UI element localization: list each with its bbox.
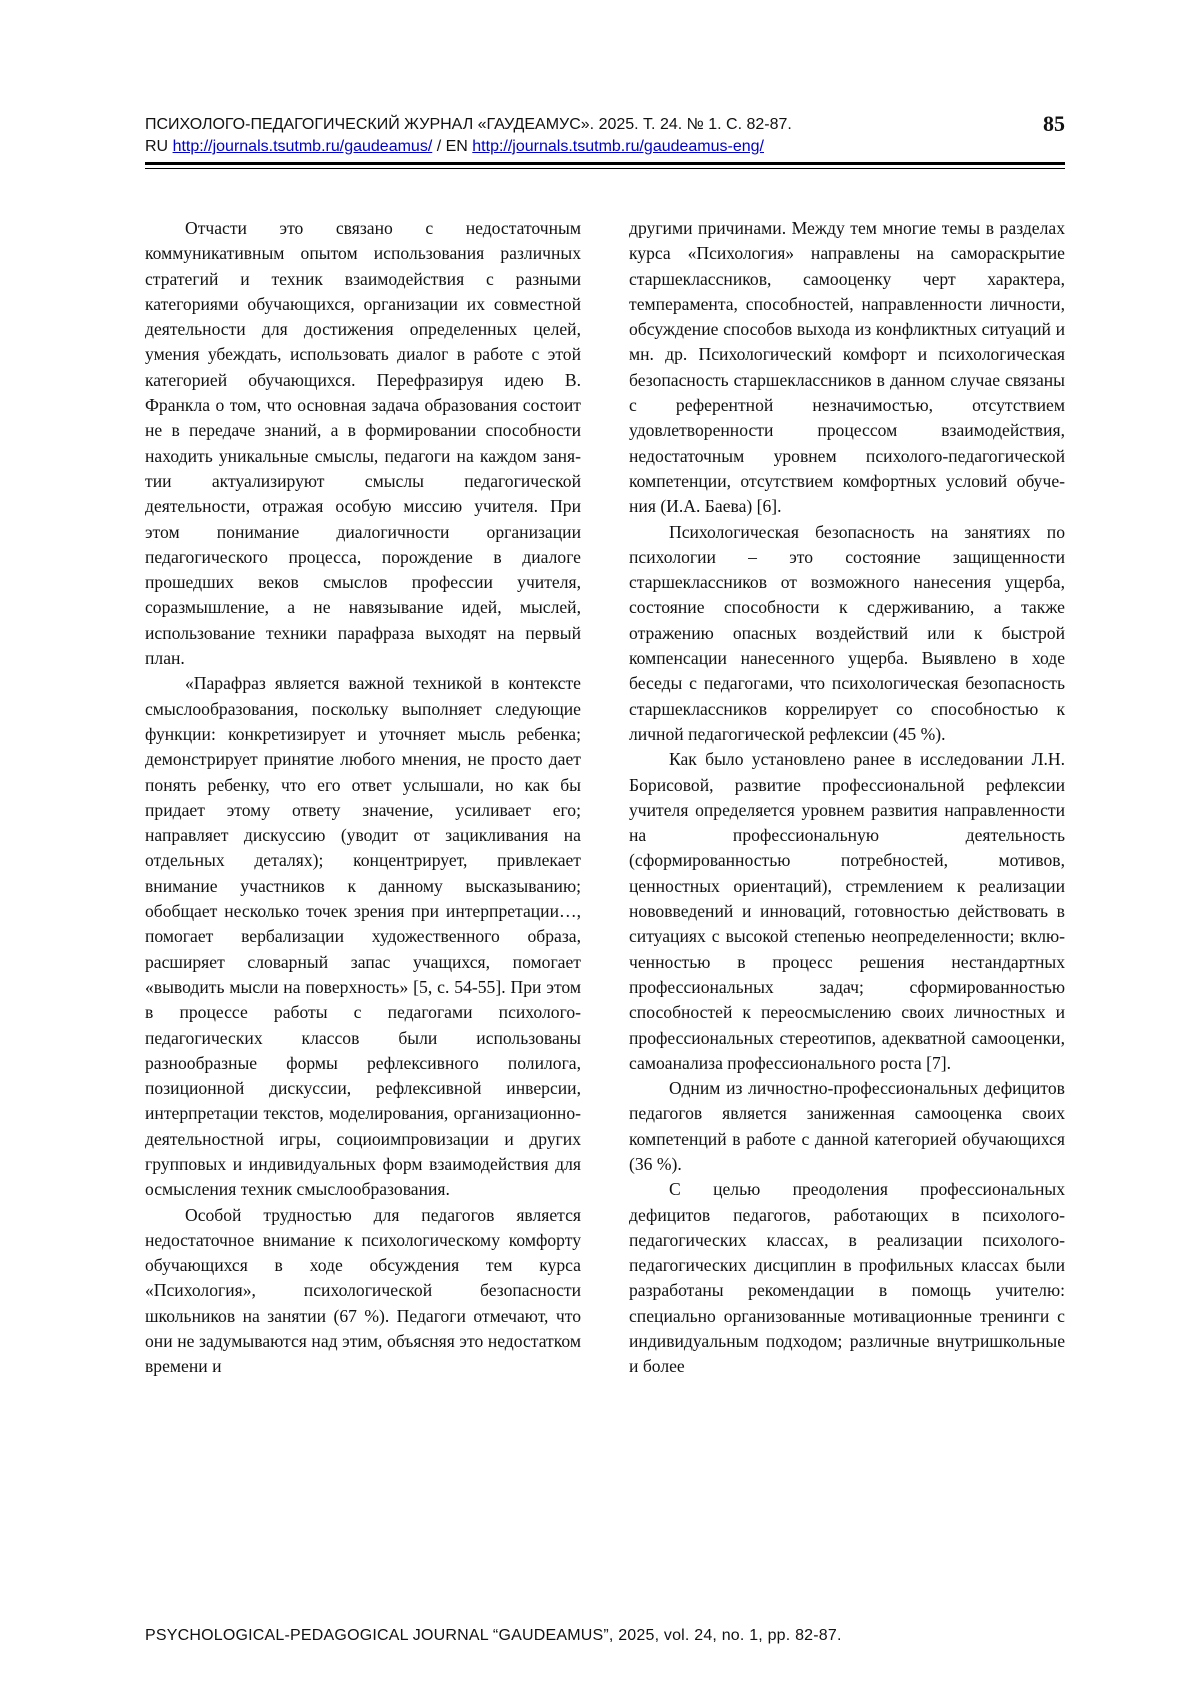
paragraph: «Парафраз является важной техникой в контексте смыслообразования, поскольку выполняет следующие функции: конкретизирует и уточняет мысль ребенка; демонстрирует принятие любого мнения, не просто дает понять ребенку, что его ответ услышали, но как бы придает этому ответу значение, усиливает его; направляет дискуссию (уводит от зацикливания на отдельных деталях); концентрирует, привлекает внимание участников к данному высказыванию; обобщает несколько точек зрения при интерпретации…, помогает вербализации художественного образа, расширяет словарный запас учащихся, помогает «выводить мысли на поверхность» [5, с. 54-55]. При этом в процессе работы с педагогами психолого-педагогических классов были использованы разнообразные формы рефлексивного полилога, позиционной дискуссии, рефлексивной инверсии, интерпретации текстов, моделирования, организационно-деятельностной игры, социоимпровизации и других групповых и индивидуальных форм взаимодействия для осмысления техник смыслообразования.	[145, 673, 581, 1200]
paragraph-continued: другими причинами. Между тем многие темы в разделах курса «Психология» направлены на самораскрытие старшеклассников, самооценку черт характера, темперамента, способностей, направленности личности, обсуждение способов выхода из конфликтных ситуаций и мн. др. Психологический комфорт и психологическая безопасность старшеклассников в данном случае связаны с референтной незначимостью, отсутствием удовлетворенности процессом взаимодействия, недостаточным уровнем психолого-педагогической компетенции, отсутствием комфортных условий обучения (И.А. Баева) [6].	[629, 218, 1065, 517]
header-rule-thin	[145, 168, 1065, 169]
en-journal-link[interactable]: http://journals.tsutmb.ru/gaudeamus-eng/	[472, 138, 764, 155]
paragraph: Одним из личностно-профессиональных дефицитов педагогов является заниженная самооценка своих компетенций в работе с данной категорией обучающихся (36 %).	[629, 1078, 1065, 1174]
ru-label: RU	[145, 138, 169, 155]
journal-urls-line	[145, 137, 764, 157]
en-separator: / EN	[432, 138, 473, 155]
right-column	[629, 216, 1065, 1380]
paragraph: Психологическая безопасность на занятиях по психологии – это состояние защищенности старшеклассников от возможного нанесения ущерба, состояние способности к сдерживанию, а также отражению опасных воздействий или к быстрой компенсации нанесенного ущерба. Выявлено в ходе беседы с педагогами, что психологическая безопасность старшеклассников коррелирует со способностью к личной педагогической рефлексии (45 %).	[629, 521, 1065, 744]
journal-title-line: ПСИХОЛОГО-ПЕДАГОГИЧЕСКИЙ ЖУРНАЛ «ГАУДЕАМУС». 2025. Т. 24. № 1. С. 82-87.	[145, 116, 792, 133]
paragraph: Отчасти это связано с недостаточным коммуникативным опытом использования различных стратегий и техник взаимодействия с разными категориями обучающихся, организации их совместной деятельности для достижения определенных целей, умения убеждать, использовать диалог в работе с этой категорией обучающихся. Перефразируя идею В. Франкла о том, что основная задача образования состоит не в передаче знаний, а в формировании способности находить уникальные смыслы, педагоги на каждом занятии актуализируют смыслы педагогической деятельности, отражая особую миссию учителя. При этом понимание диалогичности организации педагогического процесса, порождение в диалоге прошедших веков смыслов профессии учителя, соразмышление, а не навязывание идей, мыслей, использование техники парафраза выходят на первый план.	[145, 218, 581, 669]
paragraph: Особой трудностью для педагогов является недостаточное внимание к психологическому комфорту обучающихся в ходе обсуждения тем курса «Психология», психологической безопасности школьников на занятии (67 %). Педагоги отмечают, что они не задумываются над этим, объясняя это недостатком времени и	[145, 1204, 581, 1377]
page-number: 85	[1043, 111, 1065, 136]
running-footer: PSYCHOLOGICAL-PEDAGOGICAL JOURNAL “GAUDEAMUS”, 2025, vol. 24, no. 1, pp. 82-87.	[145, 1627, 842, 1644]
ru-journal-link[interactable]: http://journals.tsutmb.ru/gaudeamus/	[172, 138, 433, 155]
left-column	[145, 216, 581, 1380]
paragraph: Как было установлено ранее в исследовании Л.Н. Борисовой, развитие профессиональной рефлексии учителя определяется уровнем развития направленности на профессиональную деятельность (сформированностью потребностей, мотивов, ценностных ориентаций), стремлением к реализации нововведений и инноваций, готовностью действовать в ситуациях с высокой степенью неопределенности; включенностью в процесс решения нестандартных профессиональных задач; сформированностью способностей к переосмыслению своих личностных и профессиональных стереотипов, адекватной самооценки, самоанализа профессионального роста [7].	[629, 749, 1065, 1073]
paragraph: С целью преодоления профессиональных дефицитов педагогов, работающих в психолого-педагогических классах, в реализации психолого-педагогических дисциплин в профильных классах были разработаны рекомендации в помощь учителю: специально организованные мотивационные тренинги с индивидуальным подходом; различные внутришкольные и более	[629, 1179, 1065, 1377]
header-rule-thick	[145, 162, 1065, 165]
